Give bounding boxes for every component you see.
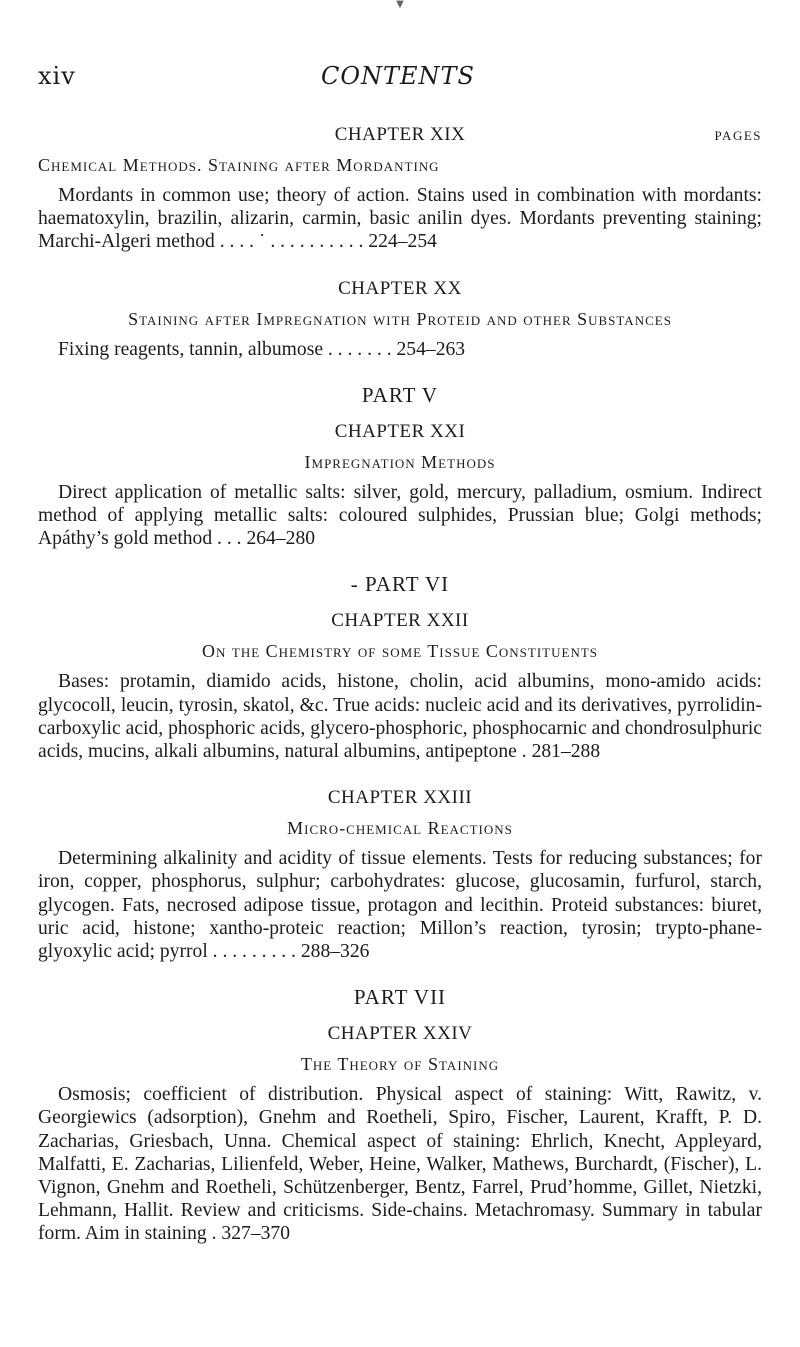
chapter-number: CHAPTER XXI <box>334 420 466 442</box>
chapter-number: CHAPTER XXII <box>331 610 469 632</box>
chapter-entry <box>38 276 762 361</box>
chapter-heading <box>38 276 762 302</box>
chapter-title: Impregnation Methods <box>304 451 496 472</box>
description-text: Osmosis; coefficient of distribution. Physical aspect of staining: Witt, Rawitz, v. Georgiewics (adsorption), Gnehm and Roetheli, Spiro, Fischer, Laurent, Krafft, P. D. Zacharias, Griesbach, Unna. Chemical aspect of staining: Ehrlich, Knecht, Appleyard, Malfatti, E. Zacharias, Lilienfeld, Weber, Heine, Walker, Mathews, Burchardt, (Fischer), L. Vignon, Gnehm and Roetheli, Schützenberger, Bentz, Farrel, Prud’homme, Gillet, Nietzki, Lehmann, Hallit. Review and criticisms. Side-chains. Metachromasy. Summary in tabular form. Aim in staining . <box>38 1084 762 1245</box>
chapter-entry <box>38 122 762 254</box>
page-range: 224–254 <box>368 231 437 253</box>
page-range: 254–263 <box>396 338 466 360</box>
chapter-description <box>38 847 762 963</box>
chapter-entry <box>38 419 762 551</box>
chapter-description <box>38 1083 762 1245</box>
description-text: Fixing reagents, tannin, albumose . . . . . . . <box>58 338 392 360</box>
chapter-number: CHAPTER XXIV <box>327 1023 473 1045</box>
contents-list <box>38 122 762 1246</box>
page-range: 327–370 <box>221 1223 290 1245</box>
chapter-heading <box>38 785 762 811</box>
chapter-entry <box>38 785 762 963</box>
page-range: 264–280 <box>246 528 316 550</box>
chapter-heading <box>38 419 762 445</box>
chapter-title: Chemical Methods. Staining after Mordanting <box>38 155 440 175</box>
description-text: Direct application of metallic salts: silver, gold, mercury, palladium, osmium. Indirect method of applying metallic salts: coloured sulphides, Prussian blue; Golgi methods; Apáthy’s gold method . . . <box>38 481 762 550</box>
chapter-entry <box>38 1021 762 1245</box>
chapter-description <box>38 184 762 254</box>
chapter-number: CHAPTER XIX <box>334 124 466 145</box>
chapter-description <box>38 338 762 361</box>
chapter-title: On the Chemistry of some Tissue Constituents <box>201 641 599 662</box>
chapter-entry <box>38 608 762 763</box>
part-heading: PART V <box>361 382 439 407</box>
pages-label: PAGES <box>714 128 762 143</box>
chapter-number: CHAPTER XX <box>338 277 462 299</box>
description-text: Determining alkalinity and acidity of tissue elements. Tests for reducing substances; for iron, copper, phosphorus, sulphur; carbohydrates: glucose, glucosamin, furfurol, starch, glycogen. Fats, necrosed adipose tissue, protagon and lecithin. Proteid substances: biuret, uric acid, histone; xantho-proteic reaction; Millon’s reaction, tyrosin; trypto-phane-glyoxylic acid; pyrrol . . . . . . . . . <box>38 848 762 963</box>
chapter-title: Micro-chemical Reactions <box>287 818 513 839</box>
page-range: 281–288 <box>531 741 601 763</box>
chapter-title: The Theory of Staining <box>300 1054 500 1075</box>
part-heading: PART VII <box>353 985 447 1010</box>
chapter-heading <box>38 1021 762 1047</box>
chapter-heading <box>38 122 762 148</box>
chapter-title: Staining after Impregnation with Proteid and other Substances <box>128 308 672 329</box>
chapter-heading <box>38 608 762 634</box>
part-heading: - PART VI <box>350 572 450 597</box>
chapter-description <box>38 481 762 551</box>
top-mark: ▼ <box>396 0 404 10</box>
description-text: Mordants in common use; theory of action. Stains used in combination with mordants: haematoxylin, brazilin, alizarin, carmin, basic anilin dyes. Mordants preventing staining; Marchi-Algeri method . . . . ˙ . . . . . . . . . . <box>38 185 762 253</box>
page-range: 288–326 <box>300 941 370 963</box>
running-head <box>38 62 758 102</box>
chapter-number: CHAPTER XXIII <box>327 787 473 809</box>
folio: xiv <box>38 62 76 90</box>
chapter-description <box>38 670 762 763</box>
description-text: Bases: protamin, diamido acids, histone, cholin, acid albumins, mono-amido acids: glycocoll, leucin, tyrosin, skatol, &c. True acids: nucleic acid and its derivatives, pyrrolidin-carboxylic acid, phosphoric acids, glycero-phosphoric, phosphocarnic and chondrosulphuric acids, mucins, alkali albumins, natural albumins, antipeptone . <box>38 671 762 763</box>
running-head-title: CONTENTS <box>320 62 475 90</box>
